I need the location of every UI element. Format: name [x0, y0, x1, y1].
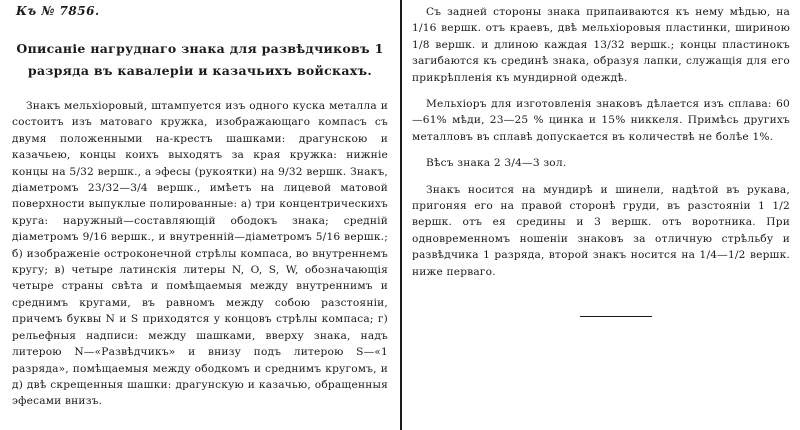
document-title: Описаніе нагруднаго знака для развѣдчиковъ 1 разряда въ кавалеріи и казачьихъ войскахъ. — [16, 41, 384, 78]
weight-paragraph: Вѣсъ знака 2 3/4—3 зол. — [426, 157, 567, 170]
column-divider — [400, 0, 402, 430]
back-side-paragraph: Съ задней стороны знака припаиваются къ нему мѣдью, на 1/16 вершк. отъ краевъ, двѣ мельхіоровыя пластинки, шириною 1/8 вершк. и длиною каждая 13/32 вершк.; концы пластинокъ загибаются къ срединѣ знака, образуя лапки, служащія для его прикрѣпленія къ мундирной одеждѣ. — [412, 6, 790, 84]
right-column — [412, 4, 790, 317]
reference-number: Къ № 7856. — [16, 4, 100, 18]
badge-description-paragraph: Знакъ мельхіоровый, штампуется изъ одного куска металла и состоитъ изъ матоваго кружка, изображающаго компасъ съ двумя положенными на-крестъ шашками: драгунскою и казачьею, концы коихъ выходятъ за края кружка: нижніе концы на 5/32 вершк., а эфесы (рукоятки) на 9/32 вершк. Знакъ, діаметромъ 23/32—3/4 вершк., имѣетъ на лицевой матовой поверхности выпуклые полированные: а) три концентрическихъ круга: наружный—составляющій ободокъ знака; средній діаметромъ 9/16 вершк., и внутренній—діаметромъ 5/16 вершк.; б) изображеніе остроконечной стрѣлы компаса, во внутреннемъ кругу; в) четыре латинскія литеры N, O, S, W, обозначающія четыре страны свѣта и помѣщаемыя между внутреннимъ и среднимъ кругами, въ равномъ между собою разстояніи, причемъ буквы N и S приходятся у концовъ стрѣлы компаса; г) рельефныя надписи: между шашками, вверху знака, надъ литерою N—«Развѣдчикъ» и внизу подъ литерою S—«1 разряда», помѣщаемыя между ободкомъ и среднимъ кругомъ, и д) двѣ скрещенныя шашки: драгунскую и казачью, обращенныя эфесами внизъ. — [12, 100, 388, 408]
closing-rule — [580, 316, 652, 317]
wearing-paragraph: Знакъ носится на мундирѣ и шинели, надѣтой въ рукава, пригоняя его на правой сторонѣ груди, въ разстояніи 1 1/2 вершк. отъ ея средины и 3 вершк. отъ воротника. При одновременномъ ношеніи знаковъ за отличную стрѣльбу и развѣдчика 1 разряда, второй знакъ носится на 1/4—1/2 вершк. ниже перваго. — [412, 183, 790, 278]
alloy-paragraph: Мельхіоръ для изготовленія знаковъ дѣлается изъ сплава: 60—61% мѣди, 23—25 % цинка и 15% никкеля. Примѣсь другихъ металловъ въ сплавѣ допускается въ количествѣ не болѣе 1%. — [412, 98, 790, 143]
left-column — [12, 4, 388, 410]
